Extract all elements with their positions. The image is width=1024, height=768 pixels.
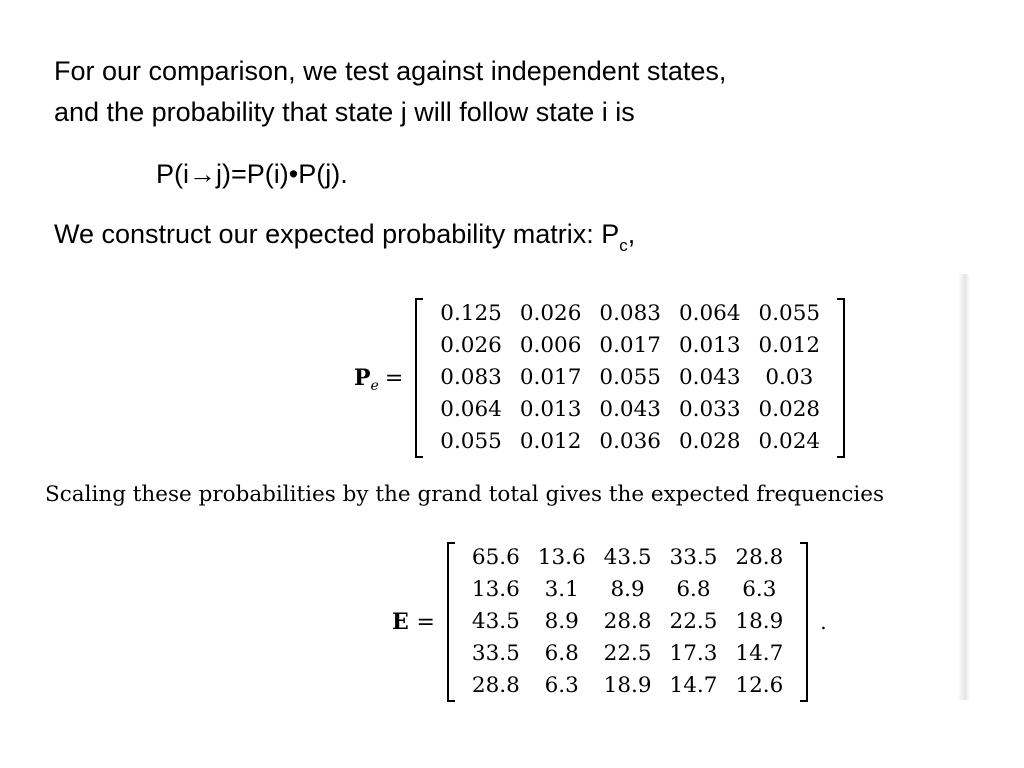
matrix-cell: 0.055 <box>599 365 661 390</box>
matrix-cell: 28.8 <box>603 609 652 634</box>
matrix-cell: 6.3 <box>544 673 579 698</box>
matrix-cell: 14.7 <box>669 673 718 698</box>
matrix-e-equals: = <box>416 610 435 635</box>
matrix-cell: 0.026 <box>440 333 502 358</box>
matrix-e-symbol: E <box>392 609 409 635</box>
matrix-cell: 22.5 <box>603 641 652 666</box>
matrix-row <box>463 638 792 670</box>
matrix-cell: 0.064 <box>440 397 502 422</box>
embedded-equation-image <box>0 274 966 700</box>
scaling-text: Scaling these probabilities by the grand total gives the expected frequencies <box>45 482 885 507</box>
matrix-row <box>431 394 829 426</box>
matrix-cell: 0.012 <box>519 429 582 454</box>
matrix-row <box>463 606 792 638</box>
matrix-cell: 18.9 <box>735 609 784 634</box>
matrix-cell: 12.6 <box>735 673 784 698</box>
image-edge-shadow <box>958 274 970 700</box>
matrix-cell: 28.8 <box>735 545 784 570</box>
matrix-cell: 0.028 <box>758 397 821 422</box>
matrix-e-table <box>463 542 792 702</box>
matrix-cell: 0.017 <box>519 365 582 390</box>
matrix-cell: 33.5 <box>471 641 520 666</box>
matrix-cell: 13.6 <box>471 577 520 602</box>
matrix-e-brackets <box>447 542 808 702</box>
matrix-cell: 0.083 <box>599 301 661 326</box>
matrix-cell: 6.8 <box>544 641 579 666</box>
matrix-cell: 3.1 <box>544 577 579 602</box>
matrix-cell: 33.5 <box>669 545 718 570</box>
matrix-cell: 0.043 <box>599 397 661 422</box>
matrix-pe-equals: = <box>384 366 404 391</box>
text-line-2: and the probability that state j will follow state i is <box>54 97 635 127</box>
matrix-cell: 0.026 <box>519 301 582 326</box>
matrix-cell: 0.03 <box>765 365 814 390</box>
text-line-4-main: We construct our expected probability matrix: P <box>54 219 620 249</box>
matrix-cell: 0.125 <box>440 301 502 326</box>
matrix-cell: 8.9 <box>610 577 645 602</box>
matrix-cell: 0.055 <box>440 429 502 454</box>
matrix-pe <box>354 298 845 458</box>
matrix-e-label <box>392 609 435 635</box>
matrix-cell: 6.3 <box>742 577 777 602</box>
matrix-cell: 17.3 <box>669 641 718 666</box>
matrix-pe-subscript: e <box>370 378 379 394</box>
matrix-pe-symbol: P <box>354 365 371 391</box>
matrix-row <box>431 426 829 458</box>
matrix-cell: 8.9 <box>544 609 579 634</box>
matrix-cell: 13.6 <box>537 545 586 570</box>
matrix-cell: 6.8 <box>676 577 711 602</box>
matrix-cell: 28.8 <box>471 673 520 698</box>
matrix-cell: 0.028 <box>678 429 741 454</box>
matrix-cell: 0.024 <box>758 429 821 454</box>
matrix-row <box>463 574 792 606</box>
matrix-pe-brackets <box>415 298 845 458</box>
matrix-cell: 0.013 <box>678 333 741 358</box>
matrix-row <box>463 542 792 574</box>
matrix-e <box>392 542 827 702</box>
matrix-row <box>431 298 829 330</box>
matrix-row <box>431 362 829 394</box>
text-line-4-subscript: c <box>619 236 628 255</box>
matrix-cell: 43.5 <box>471 609 520 634</box>
matrix-pe-table <box>431 298 829 458</box>
matrix-pe-label <box>354 365 404 394</box>
matrix-row <box>431 330 829 362</box>
matrix-cell: 0.006 <box>519 333 582 358</box>
matrix-cell: 14.7 <box>735 641 784 666</box>
matrix-cell: 18.9 <box>603 673 652 698</box>
matrix-cell: 43.5 <box>603 545 652 570</box>
matrix-cell: 0.064 <box>678 301 741 326</box>
matrix-cell: 0.033 <box>678 397 741 422</box>
matrix-row <box>463 670 792 702</box>
matrix-cell: 0.017 <box>599 333 661 358</box>
text-line-4 <box>54 218 635 254</box>
matrix-cell: 65.6 <box>471 545 520 570</box>
matrix-cell: 22.5 <box>669 609 718 634</box>
matrix-cell: 0.083 <box>440 365 502 390</box>
formula-line: P(i→j)=P(i)•P(j). <box>156 159 348 189</box>
matrix-cell: 0.012 <box>758 333 821 358</box>
matrix-cell: 0.013 <box>519 397 582 422</box>
text-line-1: For our comparison, we test against independent states, <box>54 56 727 86</box>
matrix-cell: 0.043 <box>678 365 741 390</box>
matrix-cell: 0.036 <box>599 429 661 454</box>
matrix-cell: 0.055 <box>758 301 821 326</box>
text-line-4-comma: , <box>627 219 636 249</box>
matrix-e-period: . <box>820 610 827 634</box>
